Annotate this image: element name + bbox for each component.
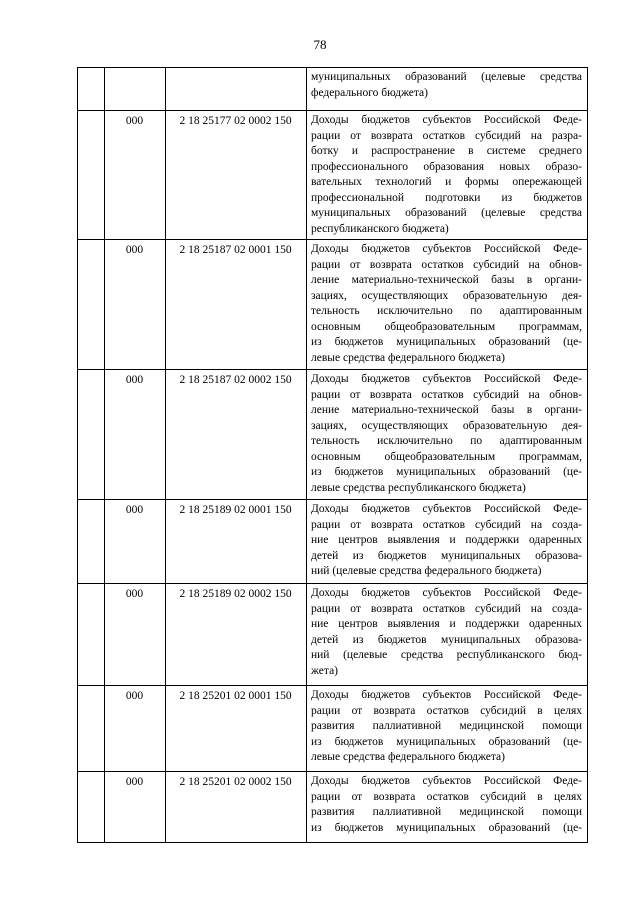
name-line: рации от возврата остатков субсидий на обнов- [311,258,582,271]
admin-code-cell: 000 [125,690,144,702]
name-line: рации от возврата остатков субсидий в целях [311,704,582,717]
name-line: из бюджетов муниципальных образований (це- [311,735,582,748]
revenue-name-cell [311,242,582,366]
name-line: развития паллиативной медицинской помощи [311,720,582,732]
admin-code-cell: 000 [125,115,144,127]
name-line: рации от возврата остатков субсидий на разра- [311,129,582,142]
revenue-name-cell [311,372,582,496]
revenue-code-cell: 2 18 25189 02 0001 150 [179,504,292,516]
name-line: тельность исключительно по адаптированным [311,305,582,317]
name-line: рации от возврата остатков субсидий в целях [311,790,582,803]
name-line: республиканского бюджета) [311,222,449,235]
table-row [78,771,587,842]
name-line: левые средства федерального бюджета) [311,351,505,364]
revenue-name-cell [311,688,582,766]
admin-code-cell: 000 [125,776,144,788]
name-line: детей из бюджетов муниципальных образова- [311,549,582,562]
table-row [78,369,587,499]
name-line: муниципальных образований (целевые средства [311,71,582,83]
name-line: левые средства федерального бюджета) [311,751,505,763]
name-line: Доходы бюджетов субъектов Российской Феде- [311,373,582,385]
revenue-code-cell: 2 18 25201 02 0001 150 [179,690,292,702]
name-line: рации от возврата остатков субсидий на созда- [311,518,582,531]
name-line: профессионального образования новых образо- [311,160,582,173]
name-line: муниципальных образований (целевые средства [311,207,582,219]
page-number: 78 [313,37,327,52]
admin-code-cell: 000 [125,504,144,516]
name-line: Доходы бюджетов субъектов Российской Феде- [311,775,582,787]
name-line: левые средства республиканского бюджета) [311,481,526,494]
name-line: ботку и распространение в системе среднего [311,145,582,157]
revenue-name-cell [311,70,582,101]
name-line: ние центров выявления и поддержки одаренных [311,534,582,546]
table-row [78,685,587,771]
name-line: ление материально-технической базы в органи- [311,274,582,286]
name-line: жета) [311,664,338,677]
revenue-code-cell: 2 18 25187 02 0001 150 [179,244,292,256]
name-line: тельность исключительно по адаптированным [311,435,582,447]
name-line: основным общеобразовательным программам, [311,320,582,333]
name-line: федерального бюджета) [311,86,428,99]
admin-code-cell: 000 [125,374,144,386]
name-line: Доходы бюджетов субъектов Российской Феде- [311,587,582,599]
name-line: профессиональной подготовки из бюджетов [311,191,582,204]
table-row [78,583,587,685]
revenue-code-cell: 2 18 25201 02 0002 150 [179,776,292,788]
name-line: Доходы бюджетов субъектов Российской Феде- [311,503,582,515]
name-line: Доходы бюджетов субъектов Российской Феде- [311,689,582,701]
name-line: ние центров выявления и поддержки одаренных [311,618,582,630]
name-line: зациях, осуществляющих образовательную дея- [311,289,582,302]
table-row [78,67,587,110]
name-line: вательных технологий и формы опережающей [311,176,582,188]
name-line: из бюджетов муниципальных образований (це- [311,821,582,834]
name-line: зациях, осуществляющих образовательную дея- [311,419,582,432]
revenue-code-cell: 2 18 25189 02 0002 150 [179,588,292,600]
name-line: рации от возврата остатков субсидий на обнов- [311,388,582,401]
revenue-name-cell [311,774,582,836]
revenue-name-cell [311,586,582,679]
table-row [78,110,587,239]
name-line: детей из бюджетов муниципальных образова- [311,633,582,646]
revenue-name-cell [311,113,582,237]
name-line: Доходы бюджетов субъектов Российской Феде- [311,114,582,126]
name-line: ление материально-технической базы в органи- [311,404,582,416]
name-line: из бюджетов муниципальных образований (це- [311,466,582,478]
revenue-name-cell [311,502,582,580]
revenue-code-cell: 2 18 25187 02 0002 150 [179,374,292,386]
budget-codes-table [77,67,588,843]
name-line: ний (целевые средства федерального бюджета) [311,565,542,577]
admin-code-cell: 000 [125,244,144,256]
table-row [78,499,587,583]
name-line: основным общеобразовательным программам, [311,450,582,463]
name-line: из бюджетов муниципальных образований (це- [311,336,582,348]
name-line: рации от возврата остатков субсидий на созда- [311,602,582,615]
name-line: развития паллиативной медицинской помощи [311,806,582,818]
name-line: Доходы бюджетов субъектов Российской Феде- [311,243,582,255]
revenue-code-cell: 2 18 25177 02 0002 150 [179,115,292,127]
admin-code-cell: 000 [125,588,144,600]
table-row [78,239,587,369]
name-line: ний (целевые средства республиканского бюд- [311,649,582,661]
